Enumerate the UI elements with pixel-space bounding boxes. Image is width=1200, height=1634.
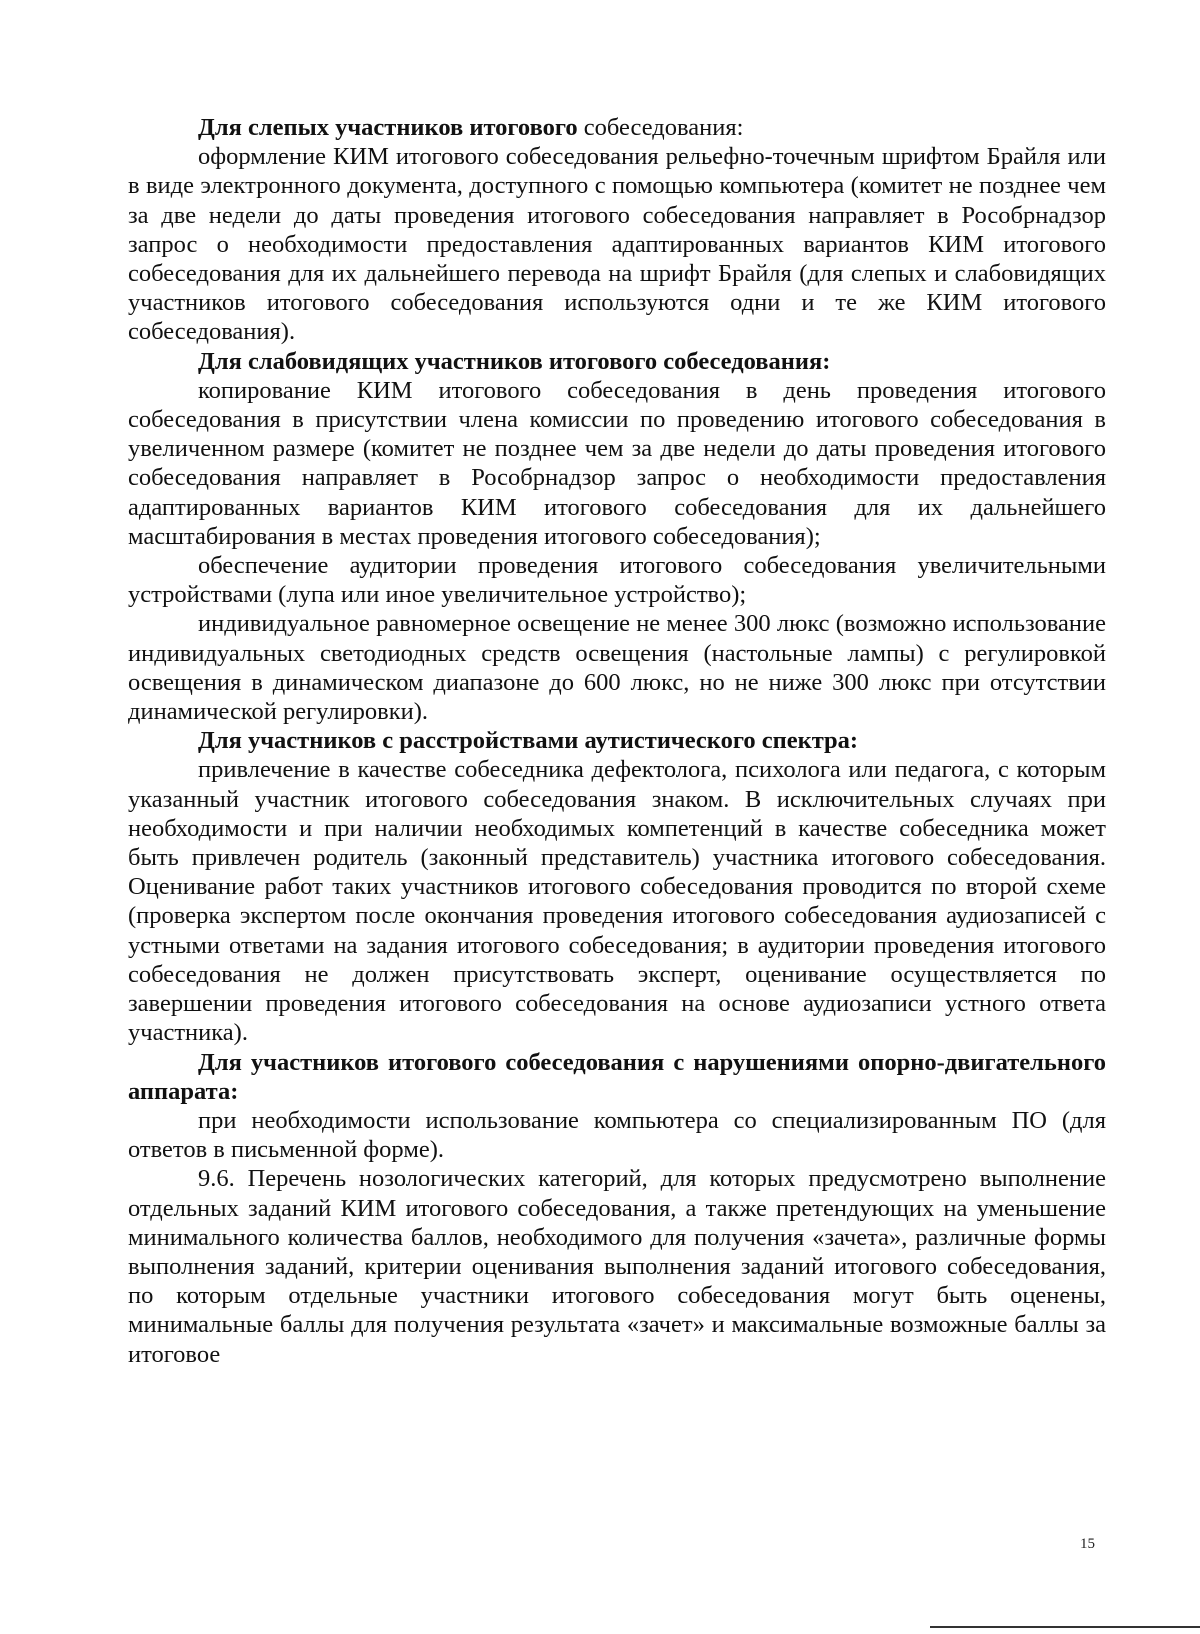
heading-blind-normal: собеседования: — [577, 114, 744, 141]
paragraph-braille: оформление КИМ итогового собеседования рельефно-точечным шрифтом Брайля или в виде электронного документа, доступного с помощью компьютера (комитет не позднее чем за две недели до даты проведения итогового собеседования направляет в Рособрнадзор запрос о необходимости предоставления адаптированных вариантов КИМ итогового собеседования для их дальнейшего перевода на шрифт Брайля (для слепых и слабовидящих участников итогового собеседования используются одни и те же КИМ итогового собеседования). — [128, 143, 1106, 346]
heading-autism-spectrum: Для участников с расстройствами аутистического спектра: — [198, 727, 859, 755]
paragraph-computer-software: при необходимости использование компьютера со специализированным ПО (для ответов в письменной форме). — [128, 1106, 1106, 1164]
paragraph-kim-copy: копирование КИМ итогового собеседования в день проведения итогового собеседования в присутствии члена комиссии по проведению итогового собеседования в увеличенном размере (комитет не позднее чем за две недели до даты проведения итогового собеседования направляет в Рособрнадзор запрос о необходимости предоставления адаптированных вариантов КИМ итогового собеседования для их дальнейшего масштабирования в местах проведения итогового собеседования); — [128, 376, 1106, 550]
heading-blind-participants — [128, 113, 1106, 142]
paragraph-interlocutor: привлечение в качестве собеседника дефектолога, психолога или педагога, с которым указанный участник итогового собеседования знаком. В исключительных случаях при необходимости и при наличии необходимых компетенций в качестве собеседника может быть привлечен родитель (законный представитель) участника итогового собеседования. Оценивание работ таких участников итогового собеседования проводится по второй схеме (проверка экспертом после окончания проведения итогового собеседования аудиозаписей с устными ответами на задания итогового собеседования; в аудитории проведения итогового собеседования не должен присутствовать эксперт, оценивание осуществляется по завершении проведения итогового собеседования на основе аудиозаписи устного ответа участника). — [128, 756, 1106, 1047]
heading-blind-bold: Для слепых участников итогового — [198, 114, 578, 141]
heading-visually-impaired: Для слабовидящих участников итогового собеседования: — [198, 347, 831, 375]
paragraph-magnifiers: обеспечение аудитории проведения итогового собеседования увеличительными устройствами (лупа или иное увеличительное устройство); — [128, 552, 1106, 609]
heading-musculoskeletal: Для участников итогового собеседования с нарушениями опорно-двигательного аппарата: — [128, 1048, 1106, 1105]
footer-rule — [930, 1626, 1200, 1628]
paragraph-section-9-6: 9.6. Перечень нозологических категорий, для которых предусмотрено выполнение отдельных заданий КИМ итогового собеседования, а также претендующих на уменьшение минимального количества баллов, необходимого для получения «зачета», различные формы выполнения заданий, критерии оценивания выполнения заданий итогового собеседования, по которым отдельные участники итогового собеседования могут быть оценены, минимальные баллы для получения результата «зачет» и максимальные возможные баллы за итоговое — [128, 1165, 1106, 1368]
page-number: 15 — [1080, 1536, 1095, 1552]
document-body — [128, 113, 1106, 1369]
paragraph-lighting: индивидуальное равномерное освещение не менее 300 люкс (возможно использование индивидуальных светодиодных средств освещения (настольные лампы) с регулировкой освещения в динамическом диапазоне до 600 люкс, но не ниже 300 люкс при отсутствии динамической регулировки). — [128, 610, 1106, 726]
